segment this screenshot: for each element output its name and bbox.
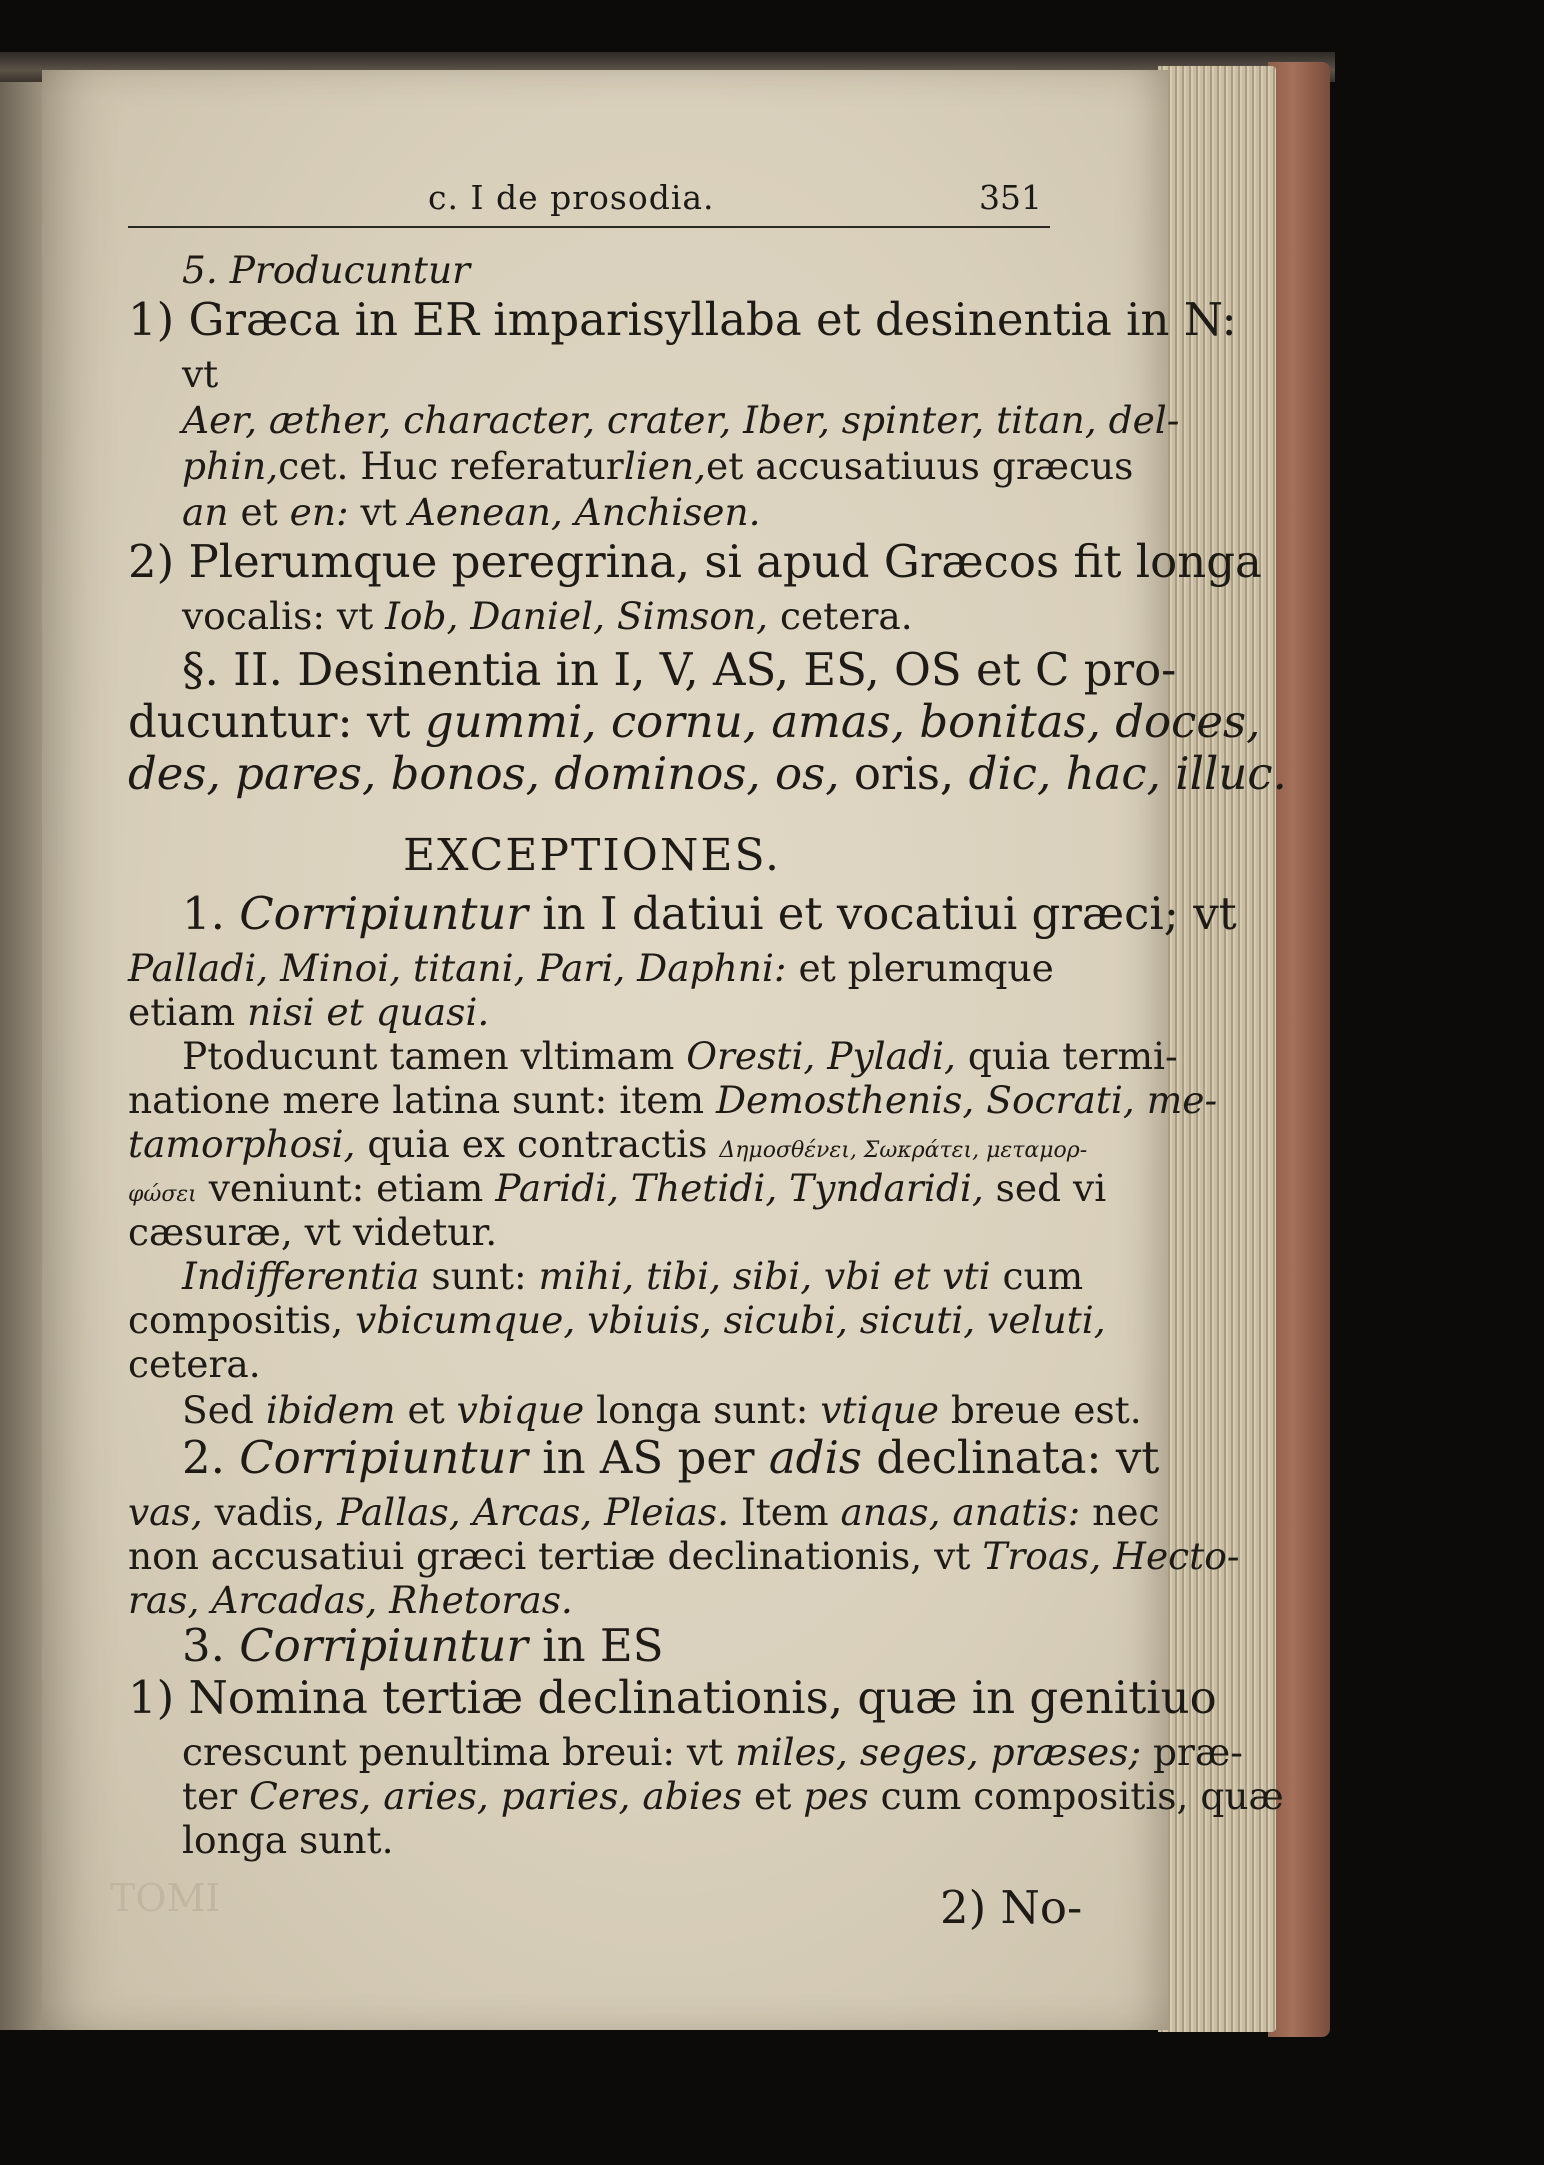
text-line: Ptoducunt tamen vltimam Oresti, Pyladi, quia termi-: [182, 1034, 1178, 1078]
text-line: an et en: vt Aenean, Anchisen.: [182, 490, 761, 534]
text-line: 3. Corripiuntur in ES: [182, 1619, 664, 1672]
text-line: vt: [182, 352, 219, 396]
text-line: 2. Corripiuntur in AS per adis declinata: vt: [182, 1431, 1160, 1484]
text-line: tamorphosi, quia ex contractis Δημοσθένει, Σωκράτει, μεταμορ-: [128, 1122, 1088, 1166]
greek-text: Δημοσθένει, Σωκράτει, μεταμορ-: [719, 1138, 1088, 1163]
running-header: [128, 172, 1048, 228]
catchword: 2) No-: [940, 1881, 1083, 1934]
text-line: ducuntur: vt gummi, cornu, amas, bonitas, doces,: [128, 695, 1261, 748]
text-line: des, pares, bonos, dominos, os, oris, dic, hac, illuc.: [128, 747, 1287, 800]
text-line: 5. Producuntur: [182, 248, 471, 292]
text-line: §. II. Desinentia in I, V, AS, ES, OS et C pro-: [182, 643, 1177, 696]
text-line: vas, vadis, Pallas, Arcas, Pleias. Item anas, anatis: nec: [128, 1490, 1160, 1534]
text-line: phin, cet. Huc referatur lien, et accusatiuus græcus: [182, 444, 1134, 488]
book-cover-edge: [1268, 62, 1330, 2037]
section-heading: EXCEPTIONES.: [402, 830, 782, 881]
text-line: longa sunt.: [182, 1818, 394, 1862]
header-rule: [128, 226, 1050, 228]
text-line: non accusatiui græci tertiæ declinationis, vt Troas, Hecto-: [128, 1534, 1240, 1578]
text-line: Palladi, Minoi, titani, Pari, Daphni: et plerumque: [128, 946, 1054, 990]
text-line: φώσει veniunt: etiam Paridi, Thetidi, Tyndaridi, sed vi: [128, 1166, 1107, 1210]
text-line: ras, Arcadas, Rhetoras.: [128, 1578, 573, 1622]
text-line: cetera.: [128, 1342, 261, 1386]
show-through-text: TOMI: [110, 1876, 221, 1920]
text-line: etiam nisi et quasi.: [128, 990, 490, 1034]
text-line: compositis, vbicumque, vbiuis, sicubi, sicuti, veluti,: [128, 1298, 1106, 1342]
text-line: 1) Nomina tertiæ declinationis, quæ in genitiuo: [128, 1671, 1217, 1724]
text-line: Aer, æther, character, crater, Iber, spinter, titan, del-: [182, 398, 1180, 442]
text-line: Indifferentia sunt: mihi, tibi, sibi, vbi et vti cum: [182, 1254, 1084, 1298]
header-title: c. I de prosodia.: [428, 178, 715, 217]
text-line: 2) Plerumque peregrina, si apud Græcos fit longa: [128, 535, 1262, 588]
page-number: 351: [979, 178, 1042, 217]
greek-text: φώσει: [128, 1182, 197, 1207]
text-line: ter Ceres, aries, paries, abies et pes cum compositis, quæ: [182, 1774, 1284, 1818]
text-line: 1. Corripiuntur in I datiui et vocatiui græci; vt: [182, 887, 1237, 940]
text-line: vocalis: vt Iob, Daniel, Simson, cetera.: [182, 594, 913, 638]
text-line: Sed ibidem et vbique longa sunt: vtique breue est.: [182, 1388, 1142, 1432]
text-line: cæsuræ, vt videtur.: [128, 1210, 498, 1254]
text-line: natione mere latina sunt: item Demosthenis, Socrati, me-: [128, 1078, 1218, 1122]
text-line: crescunt penultima breui: vt miles, seges, præses; præ-: [182, 1730, 1243, 1774]
text-line: 1) Græca in ER imparisyllaba et desinentia in N:: [128, 293, 1237, 346]
